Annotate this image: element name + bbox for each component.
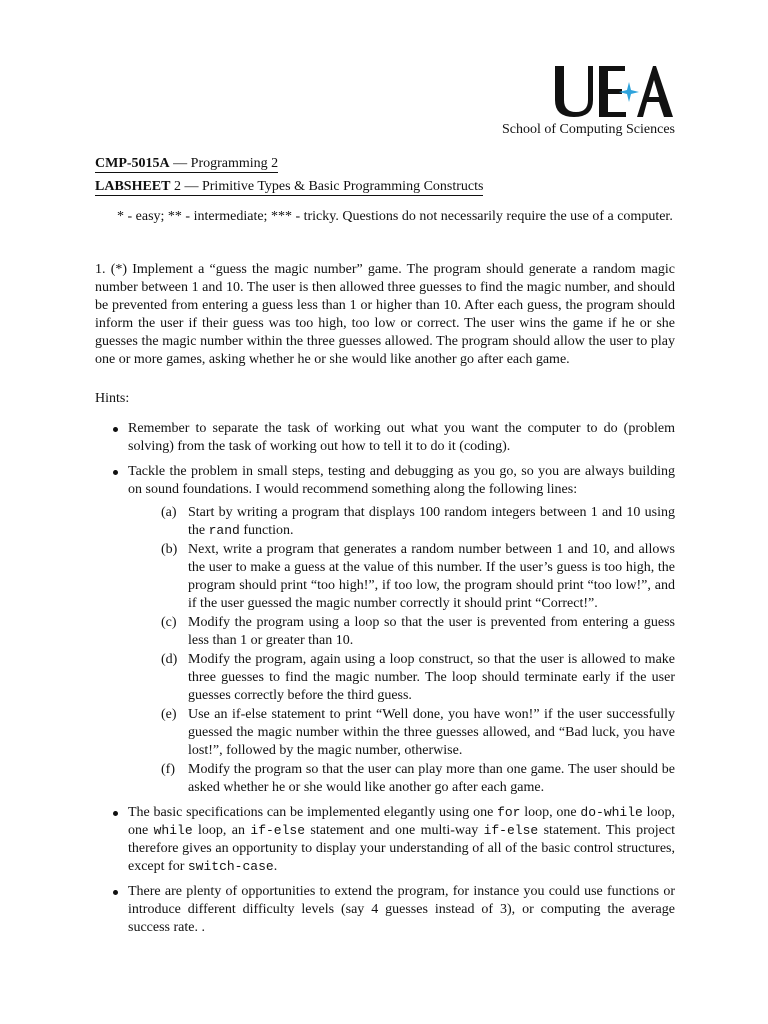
step-label: (f) [161,762,175,777]
hint-text: There are plenty of opportunities to extend the program, for instance you could use functions or introduce different difficulty levels (say 4 guesses instead of 3), or computing the average success rate. . [128,884,675,935]
step-item [128,541,675,613]
code-rand: rand [208,523,240,538]
hint-text: loop, one [128,805,676,838]
step-label: (d) [161,652,178,667]
labsheet-title [95,178,525,196]
bullet-icon [113,470,118,475]
hints-list [95,420,675,944]
school-name: School of Computing Sciences [501,122,675,137]
code-while: while [153,823,193,838]
bullet-icon [113,811,118,816]
step-label: (a) [161,505,177,520]
code-if-else: if-else [250,823,306,838]
step-label: (c) [161,615,177,630]
step-item [128,614,675,650]
step-text: Use an if-else statement to print “Well done, you have won!” if the user successfully guessed the magic number within the three guesses allowed, and “Bad luck, you have lost!”, followed by the magic number, otherwise. [188,707,675,758]
hint-item [95,463,675,797]
step-label: (e) [161,707,177,722]
hint-text: loop, one [520,805,581,820]
hint-item [95,420,675,456]
hint-text: statement. This project therefore gives an opportunity to display your understanding of all of the basic control structures, except for [128,823,676,874]
labsheet-name: 2 — Primitive Types & Basic Programming Constructs [170,179,484,194]
bullet-icon [113,427,118,432]
step-text: Modify the program, again using a loop construct, so that the user is allowed to make three guesses to find the magic number. The loop should terminate early if the user guesses correctly before the third guess. [188,652,675,703]
uea-logo [553,64,673,120]
labsheet-code: LABSHEET [95,179,171,194]
hint-text: loop, an [192,823,251,838]
labsheet-page [95,0,675,1024]
step-text: Start by writing a program that displays 100 random integers between 1 and 10 using the [188,505,675,538]
course-name: — Programming 2 [169,156,279,171]
code-for: for [497,805,521,820]
step-item [128,504,675,540]
hint-text: . [273,859,278,874]
hint-text: The basic specifications can be implemented elegantly using one [128,805,498,820]
hint-text: statement and one multi-way [305,823,484,838]
course-code: CMP-5015A [95,156,170,171]
code-if-else: if-else [483,823,539,838]
bullet-icon [113,890,118,895]
step-text: Next, write a program that generates a random number between 1 and 10, and allows the user to make a guess at the value of this number. If the user’s guess is too high, the program should print “too high!”, if too low, the program should print “too low!”, and if the user guessed the magic number correctly it should print “Correct!”. [188,542,675,611]
step-text: Modify the program so that the user can play more than one game. The user should be asked whether he or she would like another go after each game. [188,762,675,795]
hint-item [95,804,675,876]
hints-label: Hints: [95,391,130,406]
code-switch-case: switch-case [187,859,274,874]
difficulty-legend: * - easy; ** - intermediate; *** - tricky. Questions do not necessarily require the use of a computer. [117,209,673,224]
step-item [128,706,675,760]
step-label: (b) [161,542,178,557]
step-list [128,504,675,797]
code-do-while: do-while [580,805,643,820]
question-1: 1. (*) Implement a “guess the magic number” game. The program should generate a random magic number between 1 and 10. The user is then allowed three guesses to find the magic number, and should be prevented from entering a guess less than 1 or higher than 10. After each guess, the program should inform the user if their guess was too high, too low or correct. The user wins the game if he or she guesses the magic number within the three guesses allowed. The program should allow the user to play one or more games, asking whether he or she would like another go after each game. [95,262,675,367]
step-item [128,651,675,705]
step-text: function. [239,523,294,538]
hint-item [95,883,675,937]
course-title [95,155,278,173]
step-item [128,761,675,797]
step-text: Modify the program using a loop so that the user is prevented from entering a guess less than 1 or greater than 10. [188,615,675,648]
hint-text: Remember to separate the task of working out what you want the computer to do (problem solving) from the task of working out how to tell it to do it (coding). [128,421,675,454]
hint-text: Tackle the problem in small steps, testing and debugging as you go, so you are always building on sound foundations. I would recommend something along the following lines: [128,464,675,497]
